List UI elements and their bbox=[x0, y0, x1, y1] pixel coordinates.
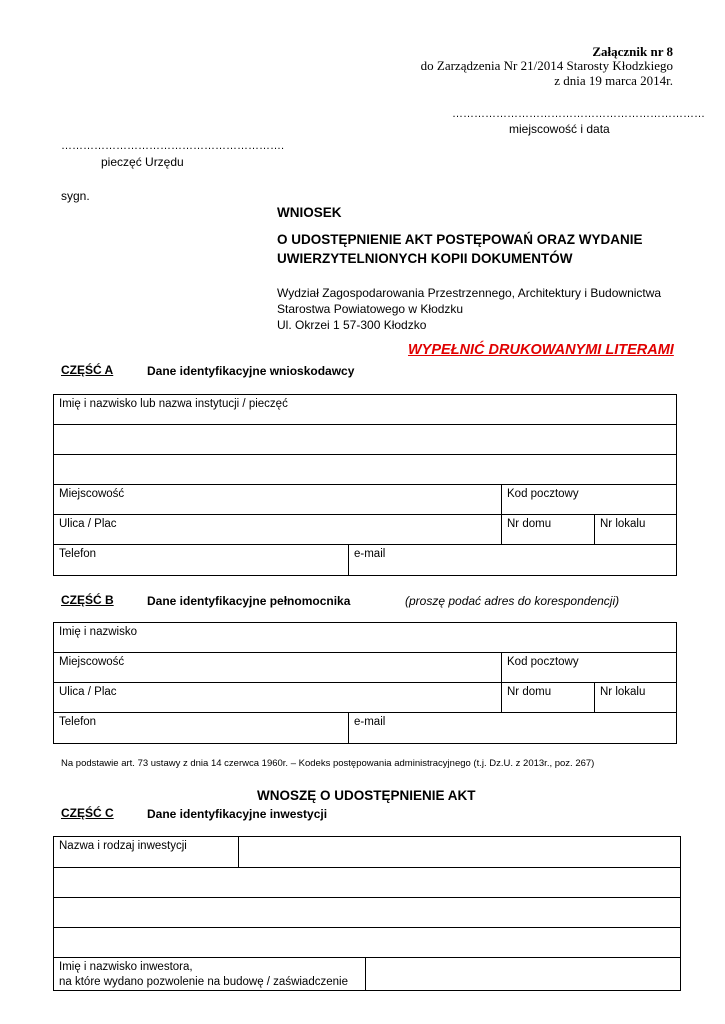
applicant-phone-label: Telefon bbox=[59, 548, 97, 560]
proxy-email-label: e-mail bbox=[354, 716, 386, 728]
investor-label-cell bbox=[54, 958, 366, 991]
investment-name-field[interactable] bbox=[239, 837, 681, 868]
applicant-street-label: Ulica / Plac bbox=[59, 518, 117, 530]
section-b-label: CZĘŚĆ B bbox=[61, 593, 114, 607]
investment-name-label: Nazwa i rodzaj inwestycji bbox=[59, 840, 187, 852]
date-dotted-line[interactable]: …………………………………………………………… bbox=[452, 108, 705, 120]
applicant-email-label: e-mail bbox=[354, 548, 386, 560]
proxy-street-field[interactable] bbox=[54, 683, 502, 713]
fill-instruction: WYPEŁNIĆ DRUKOWANYMI LITERAMI bbox=[408, 342, 674, 358]
proxy-name-field[interactable] bbox=[54, 623, 677, 653]
stamp-dotted-line[interactable]: ……………………………………………………. bbox=[61, 140, 285, 152]
proxy-house-label: Nr domu bbox=[507, 686, 552, 698]
applicant-flat-label: Nr lokalu bbox=[600, 518, 646, 530]
document-title: WNIOSEK bbox=[277, 205, 342, 220]
proxy-name-label: Imię i nazwisko bbox=[59, 626, 137, 638]
attachment-label: Załącznik nr 8 bbox=[592, 44, 673, 59]
investment-line-2[interactable] bbox=[54, 868, 681, 898]
investor-field[interactable] bbox=[366, 958, 681, 991]
applicant-name-line-2[interactable] bbox=[54, 425, 677, 455]
proxy-postal-field[interactable] bbox=[502, 653, 677, 683]
stamp-label: pieczęć Urzędu bbox=[101, 155, 184, 169]
request-heading: WNOSZĘ O UDOSTĘPNIENIE AKT bbox=[257, 788, 476, 803]
section-b-note: (proszę podać adres do korespondencji) bbox=[405, 594, 620, 608]
office-address-line1: Wydział Zagospodarowania Przestrzennego, Architektury i Budownictwa bbox=[277, 286, 662, 300]
section-c-table bbox=[53, 836, 681, 991]
proxy-phone-field[interactable] bbox=[54, 713, 349, 744]
proxy-city-label: Miejscowość bbox=[59, 656, 125, 668]
section-c-label: CZĘŚĆ C bbox=[61, 806, 114, 820]
section-a-table bbox=[53, 394, 677, 576]
attachment-reference: do Zarządzenia Nr 21/2014 Starosty Kłodzkiego bbox=[420, 58, 673, 73]
applicant-house-field[interactable] bbox=[502, 515, 595, 545]
section-a-title: Dane identyfikacyjne wnioskodawcy bbox=[147, 364, 355, 378]
applicant-postal-label: Kod pocztowy bbox=[507, 488, 579, 500]
proxy-flat-field[interactable] bbox=[595, 683, 677, 713]
office-address-line2: Starostwa Powiatowego w Kłodzku bbox=[277, 302, 464, 316]
applicant-house-label: Nr domu bbox=[507, 518, 552, 530]
document-subtitle-2: UWIERZYTELNIONYCH KOPII DOKUMENTÓW bbox=[277, 251, 573, 266]
applicant-city-label: Miejscowość bbox=[59, 488, 125, 500]
section-c-title: Dane identyfikacyjne inwestycji bbox=[147, 807, 328, 821]
investor-label-line2: na które wydano pozwolenie na budowę / zaświadczenie bbox=[59, 976, 348, 988]
proxy-flat-label: Nr lokalu bbox=[600, 686, 646, 698]
attachment-date: z dnia 19 marca 2014r. bbox=[554, 73, 673, 88]
document-subtitle-1: O UDOSTĘPNIENIE AKT POSTĘPOWAŃ ORAZ WYDANIE bbox=[277, 232, 643, 247]
proxy-house-field[interactable] bbox=[502, 683, 595, 713]
investment-name-label-cell bbox=[54, 837, 239, 868]
section-a-label: CZĘŚĆ A bbox=[61, 363, 114, 377]
section-b-table bbox=[53, 622, 677, 744]
proxy-phone-label: Telefon bbox=[59, 716, 97, 728]
applicant-email-field[interactable] bbox=[349, 545, 677, 576]
investment-line-3[interactable] bbox=[54, 898, 681, 928]
applicant-name-line-3[interactable] bbox=[54, 455, 677, 485]
investor-label-line1: Imię i nazwisko inwestora, bbox=[59, 961, 193, 973]
sygn-label: sygn. bbox=[61, 189, 90, 203]
applicant-city-field[interactable] bbox=[54, 485, 502, 515]
proxy-postal-label: Kod pocztowy bbox=[507, 656, 579, 668]
proxy-street-label: Ulica / Plac bbox=[59, 686, 117, 698]
applicant-flat-field[interactable] bbox=[595, 515, 677, 545]
proxy-email-field[interactable] bbox=[349, 713, 677, 744]
section-b-title: Dane identyfikacyjne pełnomocnika bbox=[147, 594, 351, 608]
applicant-postal-field[interactable] bbox=[502, 485, 677, 515]
office-address-line3: Ul. Okrzei 1 57-300 Kłodzko bbox=[277, 318, 427, 332]
applicant-name-label: Imię i nazwisko lub nazwa instytucji / pieczęć bbox=[59, 398, 288, 410]
investment-line-4[interactable] bbox=[54, 928, 681, 958]
applicant-phone-field[interactable] bbox=[54, 545, 349, 576]
legal-basis: Na podstawie art. 73 ustawy z dnia 14 czerwca 1960r. – Kodeks postępowania administracyjnego (t.j. Dz.U. z 2013r., poz. 267) bbox=[61, 758, 595, 769]
applicant-street-field[interactable] bbox=[54, 515, 502, 545]
proxy-city-field[interactable] bbox=[54, 653, 502, 683]
date-place-label: miejscowość i data bbox=[509, 122, 610, 136]
applicant-name-field[interactable] bbox=[54, 395, 677, 425]
